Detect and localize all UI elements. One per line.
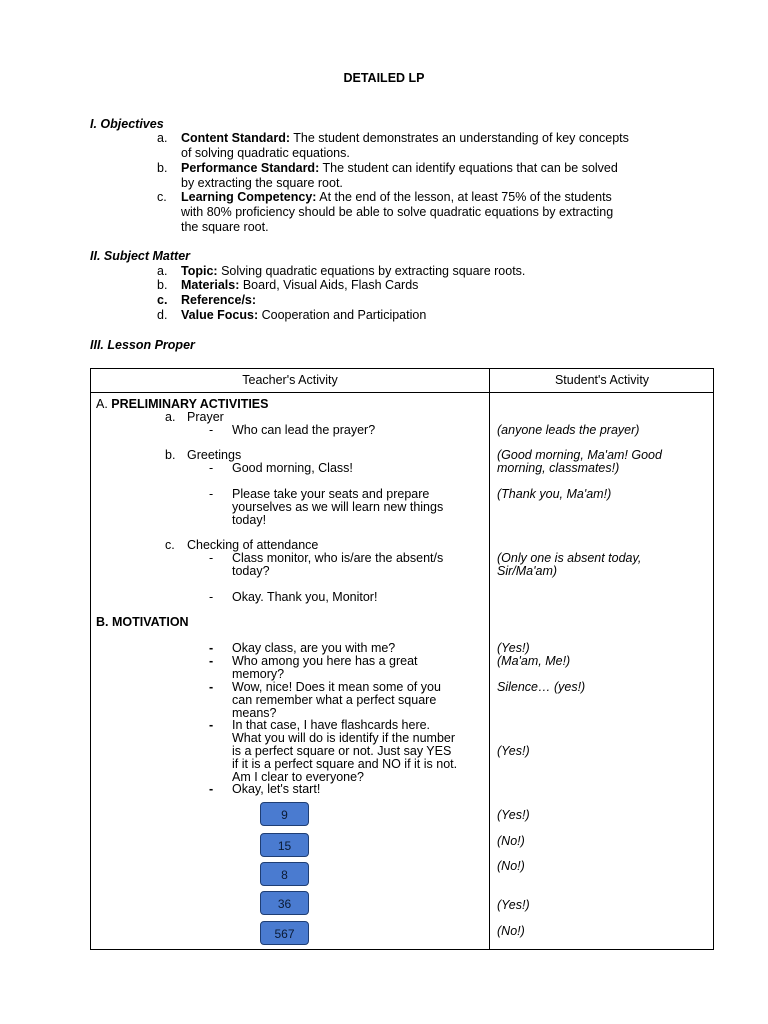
flashcard-answer: (Yes!) [497, 898, 530, 912]
student-activity-header: Student's Activity [554, 373, 650, 387]
seats-answer: (Thank you, Ma'am!) [497, 487, 612, 501]
greetings-label: Greetings [187, 448, 242, 462]
seats-instruction: Please take your seats and prepare [232, 487, 430, 501]
bullet-dash: - [209, 680, 214, 694]
motivation-q5: Okay, let's start! [232, 782, 321, 796]
motivation-q1: Okay class, are you with me? [232, 641, 396, 655]
greetings-answer: (Good morning, Ma'am! Good [497, 448, 662, 462]
dash: - [209, 551, 214, 565]
seats-instruction-cont: yourselves as we will learn new things [232, 500, 444, 514]
motivation-q2: Who among you here has a great [232, 654, 418, 668]
motivation-q3: Wow, nice! Does it mean some of you [232, 680, 441, 694]
flashcard-15: 15 [260, 833, 309, 857]
motivation-q3-cont: can remember what a perfect square [232, 693, 437, 707]
teacher-activity-header: Teacher's Activity [242, 373, 338, 387]
bullet-dash: - [209, 654, 214, 668]
table-column-divider [489, 368, 490, 950]
objective-performance-standard-cont: by extracting the square root. [181, 176, 343, 190]
objective-performance-standard: Performance Standard: The student can identify equations that can be solved [181, 161, 618, 175]
subject-letter: d. [157, 308, 168, 322]
subject-materials: Materials: Board, Visual Aids, Flash Cards [181, 278, 419, 292]
objective-content-standard: Content Standard: The student demonstrates an understanding of key concepts [181, 131, 629, 145]
motivation-q4: In that case, I have flashcards here. [232, 718, 431, 732]
motivation-q4-cont: Am I clear to everyone? [232, 770, 365, 784]
subject-letter: a. [157, 264, 168, 278]
objective-letter: c. [157, 190, 167, 204]
bullet-dash: - [209, 641, 214, 655]
attendance-letter: c. [165, 538, 175, 552]
flashcard-answer: (No!) [497, 834, 525, 848]
motivation-q3-cont: means? [232, 706, 277, 720]
flashcard-answer: (No!) [497, 924, 525, 938]
bullet-dash: - [209, 718, 214, 732]
table-header-divider [90, 392, 714, 393]
flashcard-8: 8 [260, 862, 309, 886]
subject-matter-heading: II. Subject Matter [90, 249, 191, 263]
objective-learning-competency-cont: the square root. [181, 220, 269, 234]
flashcard-answer: (No!) [497, 859, 525, 873]
motivation-a4: (Yes!) [497, 744, 530, 758]
subject-value-focus: Value Focus: Cooperation and Participation [181, 308, 427, 322]
motivation-a3: Silence… (yes!) [497, 680, 586, 694]
objective-content-standard-cont: of solving quadratic equations. [181, 146, 350, 160]
objective-learning-competency-cont: with 80% proficiency should be able to solve quadratic equations by extracting [181, 205, 614, 219]
prayer-label: Prayer [187, 410, 224, 424]
subject-references: Reference/s: [181, 293, 257, 307]
motivation-q2-cont: memory? [232, 667, 285, 681]
greetings-question: Good morning, Class! [232, 461, 353, 475]
attendance-label: Checking of attendance [187, 538, 319, 552]
bullet-dash: - [209, 782, 214, 796]
motivation-q4-cont: What you will do is identify if the number [232, 731, 456, 745]
motivation-title: B. MOTIVATION [96, 615, 189, 629]
subject-topic: Topic: Solving quadratic equations by extracting square roots. [181, 264, 526, 278]
subject-letter: c. [157, 293, 168, 307]
motivation-q4-cont: if it is a perfect square and NO if it is not. [232, 757, 458, 771]
dash: - [209, 590, 214, 604]
dash: - [209, 423, 214, 437]
objective-learning-competency: Learning Competency: At the end of the lesson, at least 75% of the students [181, 190, 612, 204]
objectives-heading: I. Objectives [90, 117, 164, 131]
flashcard-36: 36 [260, 891, 309, 915]
flashcard-9: 9 [260, 802, 309, 826]
prayer-answer: (anyone leads the prayer) [497, 423, 640, 437]
motivation-q4-cont: is a perfect square or not. Just say YES [232, 744, 452, 758]
greetings-letter: b. [165, 448, 176, 462]
thank-monitor: Okay. Thank you, Monitor! [232, 590, 378, 604]
attendance-question: Class monitor, who is/are the absent/s [232, 551, 444, 565]
attendance-answer-cont: Sir/Ma'am) [497, 564, 558, 578]
motivation-a1: (Yes!) [497, 641, 530, 655]
attendance-question-cont: today? [232, 564, 270, 578]
attendance-answer: (Only one is absent today, [497, 551, 642, 565]
seats-instruction-cont: today! [232, 513, 267, 527]
motivation-a2: (Ma'am, Me!) [497, 654, 571, 668]
preliminary-activities-title: A. PRELIMINARY ACTIVITIES [96, 397, 269, 411]
subject-letter: b. [157, 278, 168, 292]
document-title: DETAILED LP [343, 71, 425, 85]
dash: - [209, 461, 214, 475]
dash: - [209, 487, 214, 501]
prayer-letter: a. [165, 410, 176, 424]
greetings-answer-cont: morning, classmates!) [497, 461, 620, 475]
prayer-question: Who can lead the prayer? [232, 423, 376, 437]
objective-letter: a. [157, 131, 168, 145]
lesson-proper-heading: III. Lesson Proper [90, 338, 195, 352]
objective-letter: b. [157, 161, 168, 175]
flashcard-answer: (Yes!) [497, 808, 530, 822]
flashcard-567: 567 [260, 921, 309, 945]
